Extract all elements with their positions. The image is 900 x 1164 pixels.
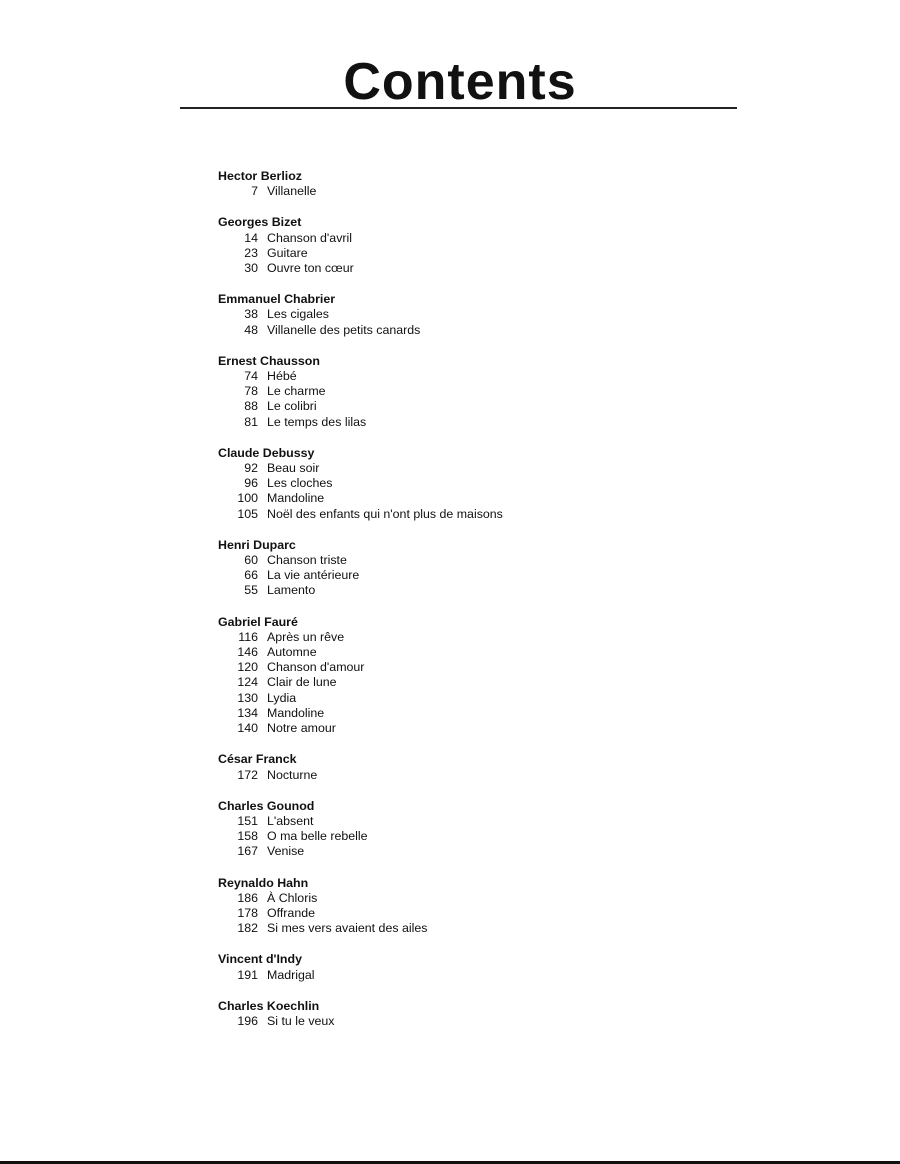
composer-group <box>218 215 738 276</box>
toc-entry <box>218 553 738 568</box>
toc-entry <box>218 691 738 706</box>
page-number: 116 <box>238 629 258 644</box>
song-title: La vie antérieure <box>267 568 360 583</box>
song-title: Chanson triste <box>267 553 347 568</box>
song-title: Les cloches <box>267 476 333 491</box>
composer-name: Emmanuel Chabrier <box>218 292 336 307</box>
page-number: 151 <box>237 813 258 828</box>
toc-entry <box>218 814 738 829</box>
song-title: Si tu le veux <box>267 1013 335 1028</box>
page-number: 182 <box>237 921 258 936</box>
toc-entry <box>218 184 738 199</box>
song-title: Mandoline <box>267 491 325 506</box>
toc-entry <box>218 323 738 338</box>
page-title: Contents <box>343 53 577 111</box>
page-number: 7 <box>251 184 258 199</box>
composer-name: Gabriel Fauré <box>218 614 298 629</box>
song-title: Le colibri <box>267 399 317 414</box>
toc-entry <box>218 891 738 906</box>
toc-entry <box>218 721 738 736</box>
composer-group <box>218 999 738 1029</box>
toc-entry <box>218 507 738 522</box>
song-title: Le temps des lilas <box>267 414 367 429</box>
composer-group <box>218 752 738 782</box>
page-number: 88 <box>244 399 258 414</box>
song-title: Chanson d'amour <box>267 660 365 675</box>
page-number: 60 <box>244 553 258 568</box>
toc-entry <box>218 583 738 598</box>
toc-entry <box>218 415 738 430</box>
song-title: Villanelle des petits canards <box>267 322 421 337</box>
page-number: 105 <box>237 506 258 521</box>
toc-entry <box>218 246 738 261</box>
composer-name: Georges Bizet <box>218 215 302 230</box>
composer-group <box>218 446 738 522</box>
composer-name: Charles Gounod <box>218 798 315 813</box>
page-number: 78 <box>244 384 258 399</box>
page-number: 186 <box>237 890 258 905</box>
toc-entry <box>218 968 738 983</box>
page-number: 48 <box>244 322 258 337</box>
song-title: Lamento <box>267 583 316 598</box>
composer-name: Hector Berlioz <box>218 169 302 183</box>
song-title: Villanelle <box>267 184 317 199</box>
song-title: Chanson d'avril <box>267 230 353 245</box>
composer-group <box>218 292 738 338</box>
page-number: 178 <box>237 905 258 920</box>
page-number: 191 <box>237 967 258 982</box>
toc-entry <box>218 476 738 491</box>
song-title: Offrande <box>267 905 315 920</box>
toc-entry <box>218 399 738 414</box>
page-number: 81 <box>244 414 258 429</box>
page-number: 23 <box>244 245 258 260</box>
toc-entry <box>218 706 738 721</box>
song-title: Nocturne <box>267 767 318 782</box>
song-title: Notre amour <box>267 721 336 736</box>
page-number: 55 <box>244 583 258 598</box>
song-title: Venise <box>267 844 305 859</box>
page-number: 167 <box>237 844 258 859</box>
toc-entry <box>218 906 738 921</box>
composer-name: Henri Duparc <box>218 537 296 552</box>
page-number: 146 <box>237 645 258 660</box>
toc-entry <box>218 491 738 506</box>
toc-entry <box>218 1014 738 1029</box>
song-title: Clair de lune <box>267 675 337 690</box>
composer-group <box>218 538 738 599</box>
toc-entry <box>218 844 738 859</box>
composer-group <box>218 876 738 937</box>
composer-name: Claude Debussy <box>218 445 315 460</box>
toc-entry <box>218 921 738 936</box>
toc-entry <box>218 829 738 844</box>
toc-entry <box>218 675 738 690</box>
composer-group <box>218 615 738 737</box>
toc-entry <box>218 369 738 384</box>
song-title: Automne <box>267 645 317 660</box>
song-title: Les cigales <box>267 307 329 322</box>
composer-group <box>218 354 738 430</box>
page-number: 172 <box>237 767 258 782</box>
song-title: Noël des enfants qui n'ont plus de maisons <box>267 506 503 521</box>
page-number: 14 <box>244 230 258 245</box>
song-title: Le charme <box>267 384 326 399</box>
toc-entry <box>218 231 738 246</box>
page-number: 74 <box>244 369 258 384</box>
song-title: Ouvre ton cœur <box>267 261 354 276</box>
page-number: 130 <box>237 690 258 705</box>
page-number: 196 <box>237 1013 258 1028</box>
contents-list <box>218 169 738 1045</box>
song-title: Hébé <box>267 369 297 384</box>
song-title: Si mes vers avaient des ailes <box>267 921 428 936</box>
composer-name: Charles Koechlin <box>218 998 320 1013</box>
toc-entry <box>218 261 738 276</box>
composer-group <box>218 952 738 982</box>
song-title: Madrigal <box>267 967 315 982</box>
toc-entry <box>218 660 738 675</box>
page-number: 140 <box>237 721 258 736</box>
page-number: 92 <box>244 461 258 476</box>
page-number: 158 <box>237 829 258 844</box>
toc-entry <box>218 384 738 399</box>
song-title: Beau soir <box>267 461 320 476</box>
page-number: 66 <box>244 568 258 583</box>
page-number: 124 <box>237 675 258 690</box>
song-title: Guitare <box>267 245 308 260</box>
title-rule <box>180 107 737 109</box>
toc-entry <box>218 307 738 322</box>
song-title: L'absent <box>267 813 314 828</box>
toc-entry <box>218 645 738 660</box>
composer-name: César Franck <box>218 752 297 767</box>
page-number: 134 <box>237 705 258 720</box>
composer-name: Reynaldo Hahn <box>218 875 309 890</box>
page-number: 120 <box>237 660 258 675</box>
page-number: 96 <box>244 476 258 491</box>
song-title: À Chloris <box>267 890 318 905</box>
song-title: Lydia <box>267 690 297 705</box>
song-title: Après un rêve <box>267 629 345 644</box>
composer-name: Vincent d'Indy <box>218 952 302 967</box>
song-title: Mandoline <box>267 705 325 720</box>
toc-entry <box>218 568 738 583</box>
page-number: 38 <box>244 307 258 322</box>
song-title: O ma belle rebelle <box>267 829 368 844</box>
page-number: 100 <box>237 491 258 506</box>
page-number: 30 <box>244 261 258 276</box>
composer-group <box>218 799 738 860</box>
composer-group <box>218 169 738 199</box>
toc-entry <box>218 630 738 645</box>
toc-entry <box>218 768 738 783</box>
composer-name: Ernest Chausson <box>218 353 320 368</box>
toc-entry <box>218 461 738 476</box>
